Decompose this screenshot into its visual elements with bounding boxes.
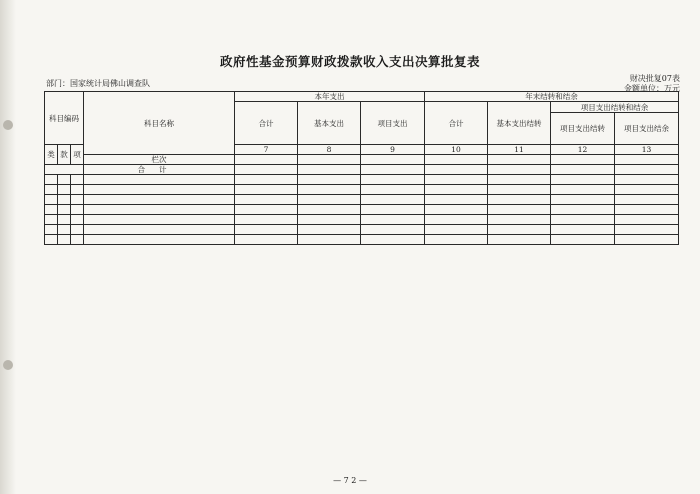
total-cell <box>361 155 425 165</box>
total-row-label <box>84 165 235 175</box>
header-year-end: 年末结转和结余 <box>425 92 679 102</box>
total-cell <box>425 155 488 165</box>
table-row <box>45 175 679 185</box>
table-row <box>45 235 679 245</box>
table-row <box>45 225 679 235</box>
col-no-13: 13 <box>615 145 679 155</box>
total-cell <box>551 155 615 165</box>
header-kind: 类 <box>45 145 58 165</box>
page-number: — 7 2 — <box>333 476 367 485</box>
header-basic-carryover: 基本支出结转 <box>488 102 551 145</box>
total-cell <box>235 155 298 165</box>
header-project-expenditure: 项目支出 <box>361 102 425 145</box>
binding-edge <box>0 0 16 494</box>
total-row-text: 合计 <box>137 165 181 174</box>
department-label: 部门：国家统计局佛山调查队 <box>46 79 150 88</box>
approval-table <box>44 91 679 245</box>
col-no-7: 7 <box>235 145 298 155</box>
total-code-cell <box>45 165 84 175</box>
total-cell <box>488 155 551 165</box>
header-item: 项 <box>71 145 84 165</box>
col-no-12: 12 <box>551 145 615 155</box>
header-project-surplus: 项目支出结余 <box>615 113 679 145</box>
header-subject-name: 科目名称 <box>84 92 235 155</box>
header-project-carryover: 项目支出结转 <box>551 113 615 145</box>
table-row <box>45 185 679 195</box>
col-no-11: 11 <box>488 145 551 155</box>
col-no-9: 9 <box>361 145 425 155</box>
table-row <box>45 205 679 215</box>
header-section: 款 <box>58 145 71 165</box>
table-row <box>45 215 679 225</box>
header-subject-code: 科目编码 <box>45 92 84 145</box>
header-basic-expenditure: 基本支出 <box>298 102 361 145</box>
amount-unit: 金额单位：万元 <box>624 84 680 93</box>
header-current-year: 本年支出 <box>235 92 425 102</box>
punch-hole <box>3 360 13 370</box>
table-row <box>45 195 679 205</box>
form-code: 财决批复07表 <box>629 74 680 83</box>
total-cell <box>298 155 361 165</box>
punch-hole <box>3 120 13 130</box>
page-title: 政府性基金预算财政拨款收入支出决算批复表 <box>219 54 480 69</box>
header-project-balance: 项目支出结转和结余 <box>551 102 679 113</box>
total-cell <box>615 155 679 165</box>
column-index-label: 栏次 <box>84 155 235 165</box>
header-total: 合计 <box>235 102 298 145</box>
col-no-10: 10 <box>425 145 488 155</box>
col-no-8: 8 <box>298 145 361 155</box>
header-total-2: 合计 <box>425 102 488 145</box>
